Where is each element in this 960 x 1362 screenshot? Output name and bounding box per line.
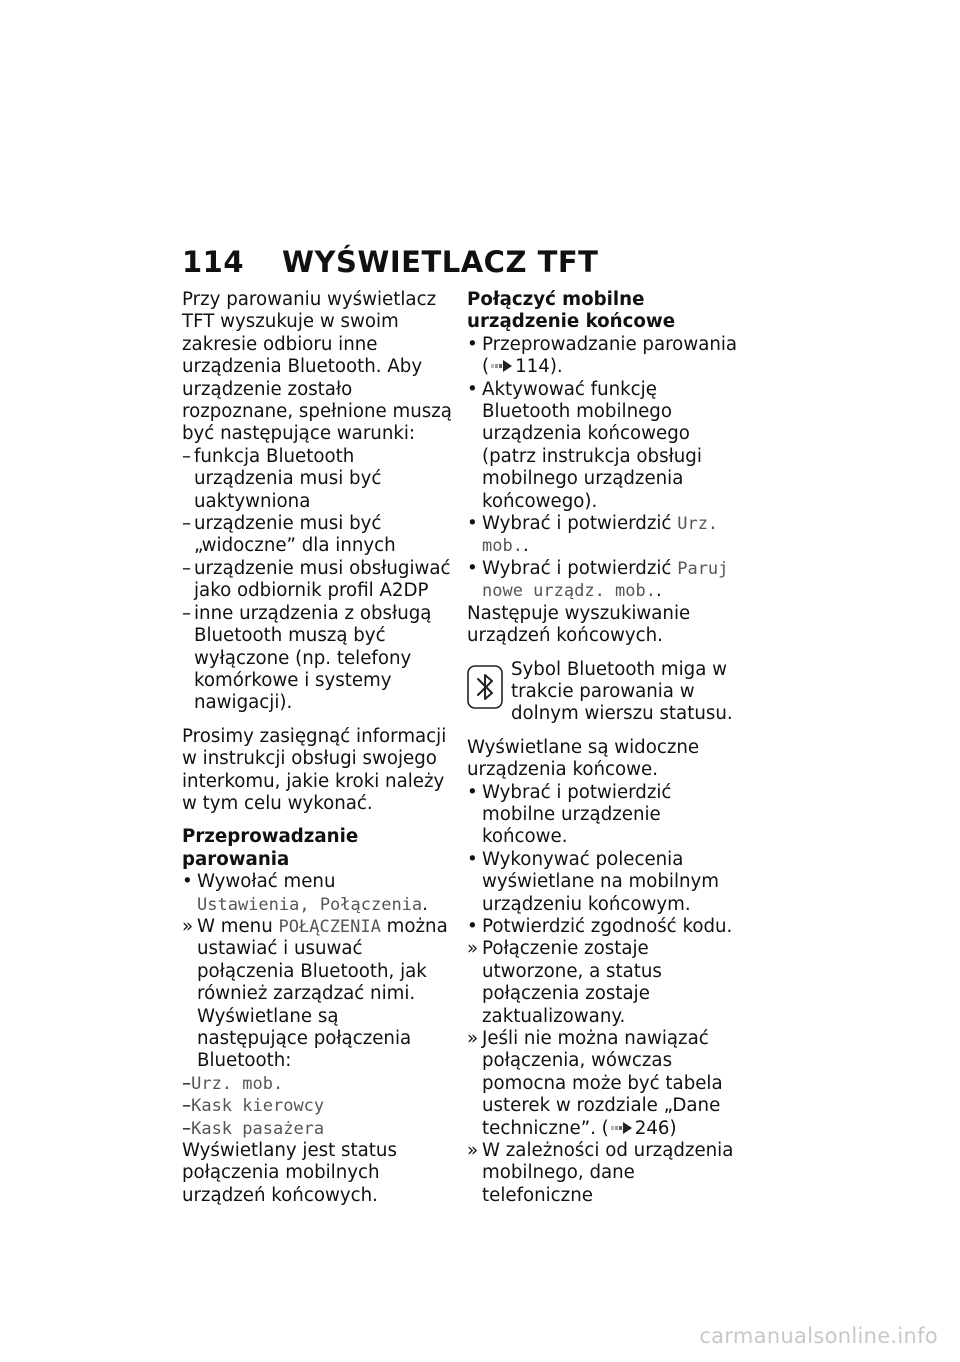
result-marker: » <box>182 915 194 937</box>
result-marker: » <box>467 1140 479 1162</box>
advice-paragraph: Prosimy zasięgnąć informacji w instrukcji obsługi swojego interkomu, jakie kroki należy w tym celu wykonać. <box>182 725 447 814</box>
bluetooth-note-text: Sybol Bluetooth miga w trakcie parowania w dolnym wierszu statusu. <box>511 658 733 725</box>
bullet-marker: • <box>467 781 478 803</box>
menu-path: Ustawienia, Połączenia <box>197 894 423 915</box>
step-item: • Potwierdzić zgodność kodu. <box>467 915 733 937</box>
result-item: » W menu POŁĄCZENIA można ustawiać i usuwać połączenia Bluetooth, jak również zarządzać nimi. Wyświetlane są następujące połączenia Bluetooth: <box>182 915 448 1072</box>
search-paragraph: Następuje wyszukiwanie urządzeń końcowych. <box>467 602 691 647</box>
visible-paragraph: Wyświetlane są widoczne urządzenia końcowe. <box>467 736 700 781</box>
intro-paragraph: Przy parowaniu wyświetlacz TFT wyszukuje w swoim zakresie odbioru inne urządzenia Bluetooth. Aby urządzenie zostało rozpoznane, spełnione muszą być następujące warunki: <box>182 289 452 445</box>
result-marker: » <box>467 1028 479 1049</box>
result-marker: » <box>467 938 479 960</box>
pairing-heading: Przeprowadzanie parowania <box>182 826 359 870</box>
bluetooth-icon <box>467 665 503 709</box>
page-header <box>182 245 598 279</box>
dash-marker: – <box>182 557 192 579</box>
reference-arrow-icon <box>489 359 515 373</box>
reference-arrow-icon <box>609 1121 635 1135</box>
step-item: • Wybrać i potwierdzić Paruj nowe urządz. mob.. <box>467 557 729 602</box>
connection-item: –Kask kierowcy <box>182 1095 325 1117</box>
list-item: – funkcja Bluetooth urządzenia musi być uaktywniona <box>182 445 382 512</box>
dash-marker: – <box>182 602 192 624</box>
page-number: 114 <box>182 245 245 279</box>
step-item: • Przeprowadzanie parowania ( 114). <box>467 333 738 378</box>
menu-name: POŁĄCZENIA <box>278 916 381 937</box>
conditions-list <box>182 446 452 715</box>
watermark: carmanualsonline.info <box>699 1324 938 1348</box>
left-column <box>182 289 452 1207</box>
bullet-marker: • <box>467 333 478 355</box>
bullet-marker: • <box>467 378 478 400</box>
status-paragraph: Wyświetlany jest status połączenia mobilnych urządzeń końcowych. <box>182 1140 397 1206</box>
list-item: – urządzenie musi obsługiwać jako odbiornik profil A2DP <box>182 557 451 602</box>
page-reference[interactable]: 114 <box>515 356 550 378</box>
bluetooth-note <box>467 659 742 726</box>
result-item: » Połączenie zostaje utworzone, a status połączenia zostaje zaktualizowany. <box>467 938 662 1027</box>
bullet-marker: • <box>467 513 478 535</box>
menu-item: Urz. mob. <box>482 514 719 557</box>
dash-marker: – <box>182 445 192 467</box>
connections-list <box>182 1073 452 1140</box>
page-reference[interactable]: 246 <box>634 1117 670 1139</box>
bullet-marker: • <box>467 848 478 870</box>
connection-item: –Urz. mob. <box>182 1072 284 1094</box>
step-item: • Wywołać menu Ustawienia, Połączenia. <box>182 871 428 915</box>
dash-marker: – <box>182 513 192 535</box>
connection-item: –Kask pasażera <box>182 1117 325 1139</box>
bullet-marker: • <box>467 915 478 937</box>
step-item: • Wybrać i potwierdzić mobilne urządzenie końcowe. <box>467 781 672 848</box>
right-column <box>467 289 742 1207</box>
result-item: » Jeśli nie można nawiązać połączenia, wówczas pomocna może być tabela usterek w rozdziale „Dane techniczne”. ( 246) <box>467 1028 723 1139</box>
list-item: – inne urządzenia z obsługą Bluetooth muszą być wyłączone (np. telefony komórkowe i systemy nawigacji). <box>182 602 432 714</box>
step-item: • Aktywować funkcję Bluetooth mobilnego urządzenia końcowego (patrz instrukcja obsługi mobilnego urządzenia końcowego). <box>467 378 702 512</box>
result-item: » W zależności od urządzenia mobilnego, dane telefoniczne <box>467 1140 734 1206</box>
menu-item: Paruj nowe urządz. mob. <box>482 558 729 602</box>
step-item: • Wykonywać polecenia wyświetlane na mobilnym urządzeniu końcowym. <box>467 848 720 915</box>
list-item: – urządzenie musi być „widoczne” dla innych <box>182 513 396 557</box>
connect-heading: Połączyć mobilne urządzenie końcowe <box>467 289 676 333</box>
page-title: WYŚWIETLACZ TFT <box>282 245 599 279</box>
step-item: • Wybrać i potwierdzić Urz. mob.. <box>467 513 719 557</box>
bullet-marker: • <box>467 557 478 579</box>
bullet-marker: • <box>182 871 193 893</box>
